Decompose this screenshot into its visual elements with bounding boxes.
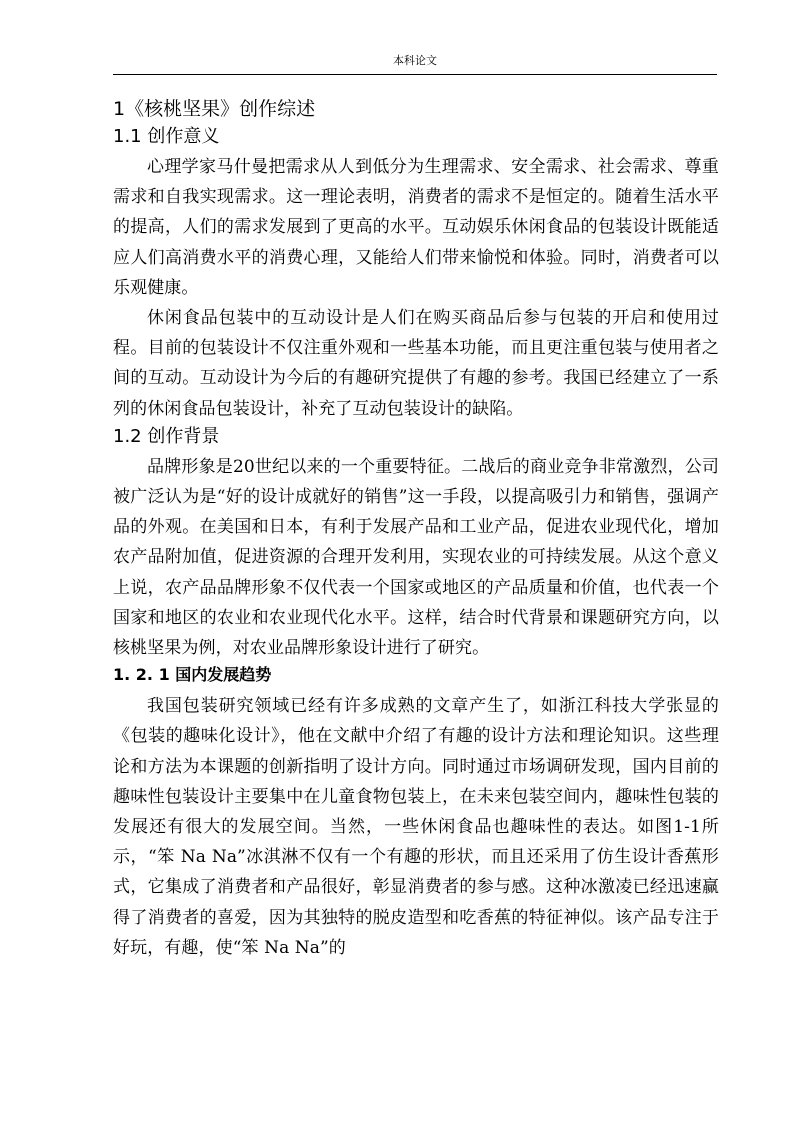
paragraph-3: 品牌形象是20世纪以来的一个重要特征。二战后的商业竞争非常激烈，公司被广泛认为是“好的设计成就好的销售”这一手段，以提高吸引力和销售，强调产品的外观。在美国和日本，有利于发展产品和工业产品，促进农业现代化，增加农产品附加值，促进资源的合理开发利用，实现农业的可持续发展。从这个意义上说，农产品品牌形象不仅代表一个国家或地区的产品质量和价值，也代表一个国家和地区的农业和农业现代化水平。这样，结合时代背景和课题研究方向，以核桃坚果为例，对农业品牌形象设计进行了研究。: [113, 456, 719, 659]
paragraph-2: 休闲食品包装中的互动设计是人们在购买商品后参与包装的开启和使用过程。目前的包装设计不仅注重外观和一些基本功能，而且更注重包装与使用者之间的互动。互动设计为今后的有趣研究提供了有趣的参考。我国已经建立了一系列的休闲食品包装设计，补充了互动包装设计的缺陷。: [113, 308, 719, 419]
chapter-heading: 1《核桃坚果》创作综述: [113, 98, 316, 120]
subsection-heading-1-2-1: 1. 2. 1 国内发展趋势: [113, 665, 272, 685]
paragraph-4: 我国包装研究领域已经有许多成熟的文章产生了，如浙江科技大学张显的《包装的趣味化设计》，他在文献中介绍了有趣的设计方法和理论知识。这些理论和方法为本课题的创新指明了设计方向。同时通过市场调研发现，国内目前的趣味性包装设计主要集中在儿童食物包装上，在未来包装空间内，趣味性包装的发展还有很大的发展空间。当然，一些休闲食品也趣味性的表达。如图1-1所示，“笨 Na Na”冰淇淋不仅有一个有趣的形状，而且还采用了仿生设计香蕉形式，它集成了消费者和产品很好，彰显消费者的参与感。这种冰激凌已经迅速赢得了消费者的喜爱，因为其独特的脱皮造型和吃香蕉的特征神似。该产品专注于好玩，有趣，使“笨 Na Na”的: [113, 696, 719, 958]
paragraph-1: 心理学家马什曼把需求从人到低分为生理需求、安全需求、社会需求、尊重需求和自我实现需求。这一理论表明，消费者的需求不是恒定的。随着生活水平的提高，人们的需求发展到了更高的水平。互动娱乐休闲食品的包装设计既能适应人们高消费水平的消费心理，又能给人们带来愉悦和体验。同时，消费者可以乐观健康。: [113, 157, 719, 298]
header-divider: [113, 74, 717, 75]
document-body: [113, 96, 719, 963]
section-heading-1-2: 1.2 创作背景: [113, 425, 220, 447]
page-header: 本科论文: [393, 54, 437, 67]
section-heading-1-1: 1.1 创作意义: [113, 126, 220, 147]
